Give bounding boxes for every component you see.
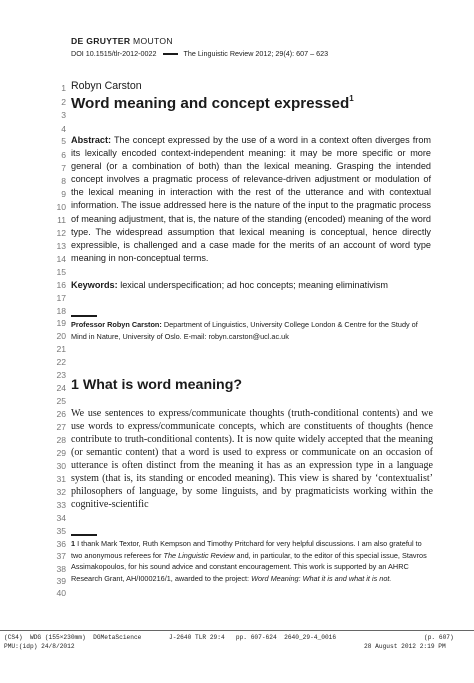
line-number: 25 bbox=[56, 396, 66, 406]
slug-page: (p. 607) bbox=[424, 634, 454, 641]
line-number: 26 bbox=[56, 409, 66, 419]
body-paragraph: We use sentences to express/communicate thoughts (truth-conditional contents) and we use words to express/communicate concepts, which are constituents of thoughts (hence contribute to truth-conditional contents). It is now quite widely accepted that the meaning (or semantic content) that a word is used to express or communicate on an occasion of utterance is often distinct from the meaning it has as an expression type in a language system (that is, its standing or encoded meaning). This view is shared by ‘contextualist’ philosophers of language, by some linguists, and by pragmaticists working within the cognitive-scientific bbox=[71, 408, 433, 511]
slug-file-info: J-2640 TLR 29:4 pp. 607-624 2640_29-4_0016 bbox=[169, 634, 337, 641]
slug-operator: PMU:(idp) 24/8/2012 bbox=[4, 643, 75, 650]
line-number: 1 bbox=[61, 83, 66, 93]
line-number: 27 bbox=[56, 422, 66, 432]
footnote-marker: 1 bbox=[71, 539, 76, 548]
line-number: 16 bbox=[56, 280, 66, 290]
line-number: 14 bbox=[56, 254, 66, 264]
article-title: Word meaning and concept expressed$^1$ bbox=[71, 94, 354, 112]
line-number: 36 bbox=[56, 539, 66, 549]
line-number: 22 bbox=[56, 357, 66, 367]
keywords bbox=[71, 279, 431, 292]
line-number: 6 bbox=[61, 150, 66, 160]
doi[interactable]: DOI 10.1515/tlr-2012-0022 bbox=[71, 49, 157, 58]
abstract bbox=[71, 134, 431, 265]
line-number: 7 bbox=[61, 163, 66, 173]
line-number: 21 bbox=[56, 344, 66, 354]
line-number: 9 bbox=[61, 189, 66, 199]
slug-rule bbox=[0, 630, 474, 631]
line-number: 13 bbox=[56, 241, 66, 251]
line-number: 19 bbox=[56, 318, 66, 328]
line-number: 29 bbox=[56, 448, 66, 458]
line-number: 11 bbox=[57, 215, 66, 225]
line-number: 10 bbox=[56, 202, 66, 212]
title-footnote-marker[interactable]: 1 bbox=[349, 94, 354, 103]
line-number: 38 bbox=[56, 564, 66, 574]
line-number: 24 bbox=[56, 383, 66, 393]
abstract-label: Abstract: bbox=[71, 135, 112, 145]
line-number: 32 bbox=[56, 487, 66, 497]
line-number: 34 bbox=[56, 513, 66, 523]
footnote: 1 I thank Mark Textor, Ruth Kempson and Timothy Pritchard for very helpful discussions. I am also grateful to two anonymous referees for The Linguistic Review and, in particular, to the editor of this special issue, Stavros Assimakopoulos, for his sound advice and constant encouragement. This work is supported by an AHRC Research Grant, AH/I000216/1, awarded to the project: Word Meaning: What it is and what it is not. bbox=[71, 539, 427, 583]
section-heading: 1 What is word meaning? bbox=[71, 377, 243, 393]
line-number: 15 bbox=[56, 267, 66, 277]
author-name: Robyn Carston bbox=[71, 80, 142, 92]
slug-job-info: (CS4) WDG (155×230mm) DGMetaScience bbox=[4, 634, 142, 641]
publisher-name: DE GRUYTER MOUTON bbox=[71, 36, 173, 46]
line-number: 37 bbox=[56, 551, 66, 561]
line-number: 3 bbox=[61, 110, 66, 120]
line-number: 2 bbox=[61, 97, 66, 107]
line-number: 33 bbox=[56, 500, 66, 510]
line-number: 40 bbox=[56, 588, 66, 598]
header-dash bbox=[163, 53, 178, 55]
keywords-label: Keywords: bbox=[71, 280, 118, 290]
doi-line bbox=[71, 49, 328, 58]
footnote-rule bbox=[71, 534, 97, 536]
line-number: 28 bbox=[56, 435, 66, 445]
line-number: 5 bbox=[61, 136, 66, 146]
line-number: 35 bbox=[56, 526, 66, 536]
slug-timestamp: 28 August 2012 2:19 PM bbox=[364, 643, 446, 650]
line-number: 39 bbox=[56, 576, 66, 586]
line-number: 17 bbox=[56, 293, 66, 303]
line-number: 31 bbox=[56, 474, 66, 484]
author-affiliation: Professor Robyn Carston: Department of Linguistics, University College London & Centre for the Study of Mind in Nature, University of Oslo. E-mail: robyn.carston@ucl.ac.uk bbox=[71, 320, 418, 342]
line-number: 23 bbox=[56, 370, 66, 380]
keywords-text: lexical underspecification; ad hoc concepts; meaning eliminativism bbox=[117, 280, 388, 290]
line-number: 12 bbox=[56, 228, 66, 238]
line-number: 20 bbox=[56, 331, 66, 341]
affiliation-rule bbox=[71, 315, 97, 317]
line-number: 4 bbox=[61, 124, 66, 134]
journal-reference: The Linguistic Review 2012; 29(4): 607 – 623 bbox=[183, 49, 329, 58]
abstract-text: The concept expressed by the use of a word in a context often diverges from its lexically encoded context-independent meaning: it may be more specific or more general (or a combination of both) than the lexical meaning. Grasping the intended concept involves a pragmatic process of relevance-driven adjustment or modulation of the lexical meaning in interaction with the rest of the utterance and with contextual information. The issue addressed here is the nature of the input to the pragmatic process of meaning adjustment, that is, the nature of the standing (encoded) meaning of the word type. The widespread assumption that lexical meaning is conceptual, hence directly expressible, is challenged and a case made for the merits of an account of word type meaning in non-conceptual terms. bbox=[71, 135, 431, 263]
line-number: 18 bbox=[56, 306, 66, 316]
line-number: 8 bbox=[61, 176, 66, 186]
line-number: 30 bbox=[56, 461, 66, 471]
